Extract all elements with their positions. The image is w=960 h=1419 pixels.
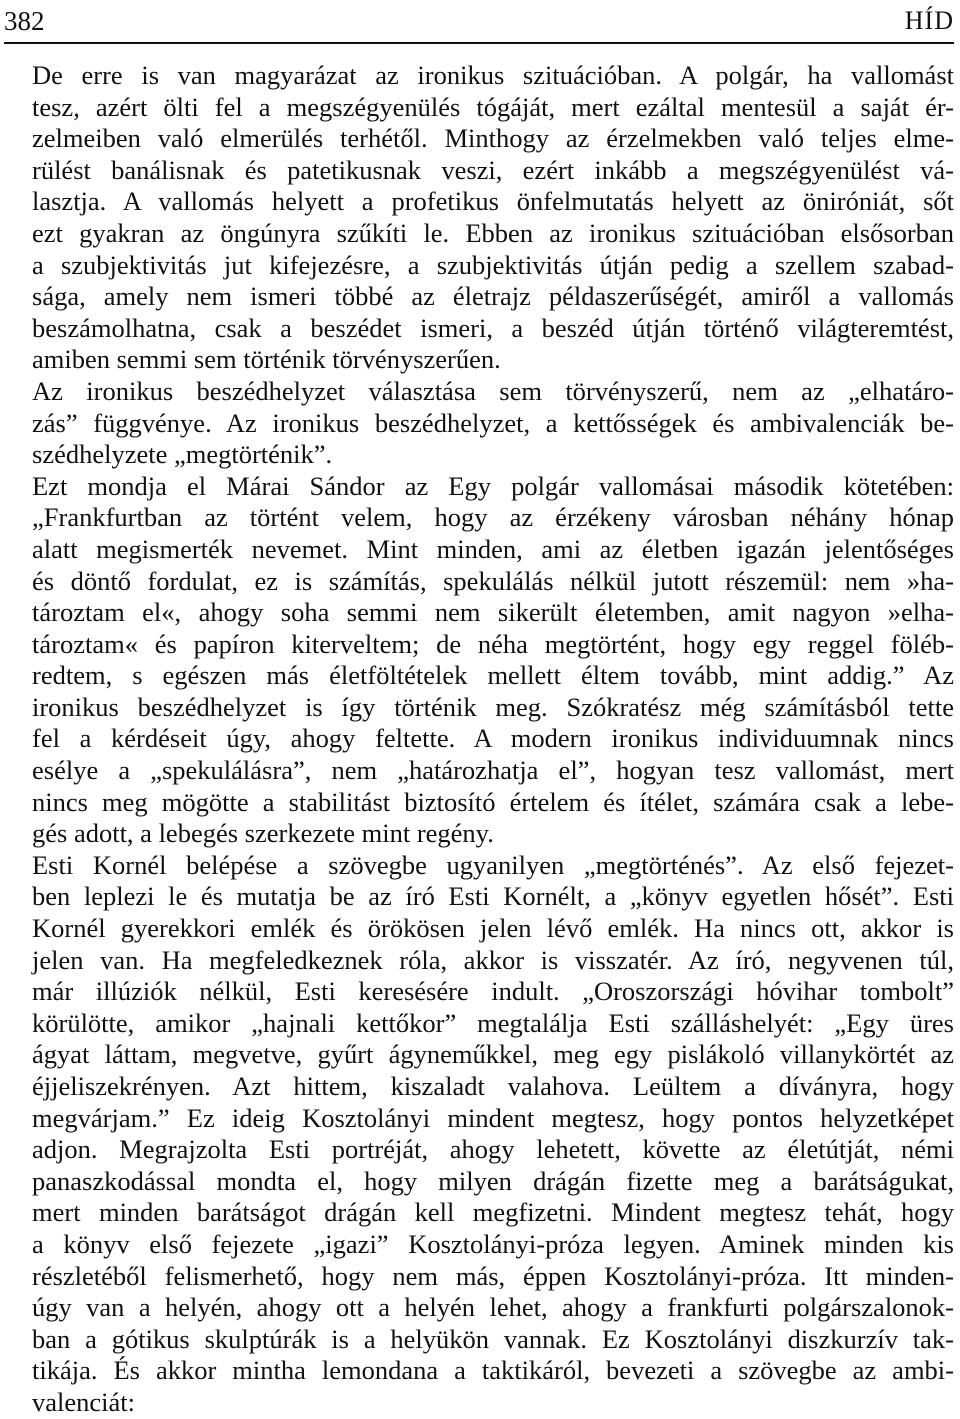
text-line: körülötte, amikor „hajnali kettőkor” megtalálja Esti szálláshelyét: „Egy üres: [32, 1007, 954, 1038]
text-line: tesz, azért ölti fel a megszégyenülés tógáját, mert ezáltal mentesül a saját ér-: [32, 91, 954, 122]
text-line: fel a kérdéseit úgy, ahogy feltette. A modern ironikus individuumnak nincs: [32, 723, 954, 754]
text-line: ben leplezi le és mutatja be az író Esti Kornélt, a „könyv egyetlen hősét”. Esti: [32, 881, 954, 912]
text-line: esélye a „spekulálásra”, nem „határozhatja el”, hogyan tesz vallomást, mert: [32, 755, 954, 786]
text-line: úgy van a helyén, ahogy ott a helyén lehet, ahogy a frankfurti polgárszalonok-: [32, 1292, 954, 1323]
text-line: De erre is van magyarázat az ironikus szituációban. A polgár, ha vallomást: [32, 60, 954, 90]
text-line: valenciát:: [32, 1386, 135, 1417]
text-line: „Frankfurtban az történt velem, hogy az érzékeny városban néhány hónap: [32, 502, 954, 533]
text-line: és döntő fordulat, ez is számítás, spekulálás nélkül jutott részemül: nem »ha-: [32, 565, 954, 596]
text-line: Kornél gyerekkori emlék és örökösen jelen lévő emlék. Ha nincs ott, akkor is: [32, 913, 954, 944]
text-line: jelen van. Ha megfeledkeznek róla, akkor is visszatér. Az író, negyvenen túl,: [32, 944, 954, 975]
text-line: adjon. Megrajzolta Esti portréját, ahogy lehetett, követte az életútját, némi: [32, 1134, 954, 1165]
text-line: rülést banálisnak és patetikusnak veszi, ezért inkább a megszégyenülést vá-: [32, 154, 954, 185]
text-line: mert minden barátságot drágán kell megfizetni. Mindent megtesz tehát, hogy: [32, 1197, 954, 1228]
text-line: sága, amely nem ismeri többé az életrajz példaszerűségét, amiről a vallomás: [32, 281, 954, 312]
text-line: nincs meg mögötte a stabilitást biztosító értelem és ítélet, számára csak a lebe-: [32, 786, 954, 817]
text-line: ágyat láttam, megvetve, gyűrt ágyneműkkel, meg egy pislákoló villanykörtét az: [32, 1039, 954, 1070]
text-line: lasztja. A vallomás helyett a profetikus önfelmutatás helyett az öniróniát, sőt: [32, 186, 954, 217]
body-text: [4, 60, 954, 1419]
text-line: panaszkodással mondta el, hogy milyen drágán fizette meg a barátságukat,: [32, 1165, 954, 1196]
page-number: 382: [4, 6, 45, 36]
text-line: tároztam el«, ahogy soha semmi nem sikerült életemben, amit nagyon »elha-: [32, 597, 954, 628]
text-line: tikája. És akkor mintha lemondana a taktikáról, bevezeti a szövegbe az ambi-: [32, 1355, 954, 1386]
text-line: részletéből felismerhető, hogy nem más, éppen Kosztolányi-próza. Itt minden-: [32, 1260, 954, 1291]
text-line: ban a gótikus skulptúrák is a helyükön vannak. Ez Kosztolányi diszkurzív tak-: [32, 1323, 954, 1354]
text-line: amiben semmi sem történik törvényszerűen.: [32, 344, 501, 375]
text-line: Ezt mondja el Márai Sándor az Egy polgár vallomásai második kötetében:: [32, 470, 954, 501]
text-line: Az ironikus beszédhelyzet választása sem törvényszerű, nem az „elhatáro-: [32, 375, 954, 406]
text-line: megvárjam.” Ez ideig Kosztolányi mindent megtesz, hogy pontos helyzetképet: [32, 1102, 954, 1133]
text-line: szédhelyzete „megtörténik”.: [32, 439, 333, 470]
page-header: [4, 2, 954, 44]
text-line: tároztam« és papíron kiterveltem; de néha megtörtént, hogy egy reggel föléb-: [32, 628, 954, 659]
text-line: a szubjektivitás jut kifejezésre, a szubjektivitás útján pedig a szellem szabad-: [32, 249, 954, 280]
text-line: zelmeiben való elmerülés terhétől. Minthogy az érzelmekben való teljes elme-: [32, 123, 954, 154]
text-line: zás” függvénye. Az ironikus beszédhelyzet, a kettősségek és ambivalenciák be-: [32, 407, 954, 438]
text-line: már illúziók nélkül, Esti keresésére indult. „Oroszországi hóvihar tombolt”: [32, 976, 954, 1007]
text-line: beszámolhatna, csak a beszédet ismeri, a beszéd útján történő világteremtést,: [32, 312, 954, 343]
text-line: ironikus beszédhelyzet is így történik meg. Szókratész még számításból tette: [32, 691, 954, 722]
text-line: redtem, s egészen más életföltételek mellett éltem tovább, mint addig.” Az: [32, 660, 954, 691]
paragraph-3: [4, 471, 954, 850]
paragraph-4: [4, 850, 954, 1419]
text-line: alatt megismerték nevemet. Mint minden, ami az életben igazán jelentőséges: [32, 533, 954, 564]
paragraph-2: [4, 376, 954, 471]
text-line: éjjeliszekrényen. Azt hittem, kiszaladt valahova. Leültem a díványra, hogy: [32, 1071, 954, 1101]
text-line: gés adott, a lebegés szerkezete mint regény.: [32, 818, 494, 849]
paragraph-1: [4, 60, 954, 376]
running-title: HÍD: [904, 6, 954, 35]
text-line: Esti Kornél belépése a szövegbe ugyanilyen „megtörténés”. Az első fejezet-: [32, 849, 954, 880]
text-line: ezt gyakran az öngúnyra szűkíti le. Ebben az ironikus szituációban elsősorban: [32, 217, 954, 248]
text-line: a könyv első fejezete „igazi” Kosztolányi-próza legyen. Aminek minden kis: [32, 1228, 954, 1259]
